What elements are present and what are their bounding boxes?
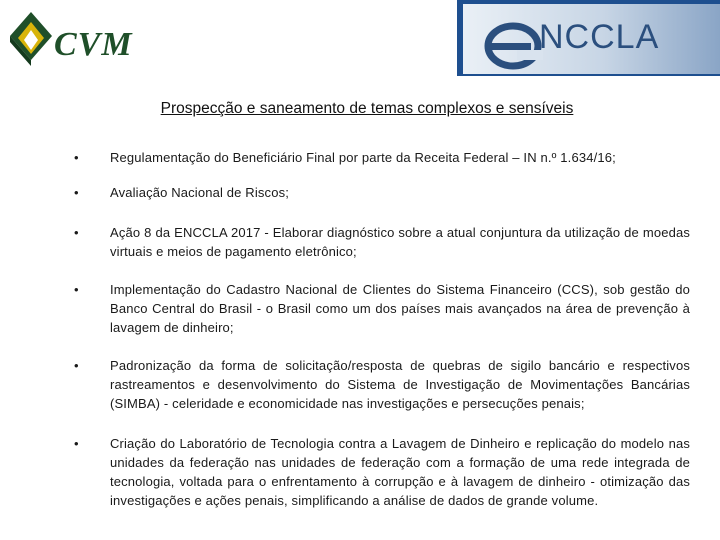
cvm-diamond-icon xyxy=(8,10,58,68)
cvm-logo-text: CVM xyxy=(54,26,133,63)
bullet-marker: • xyxy=(74,282,79,297)
enccla-logo xyxy=(457,0,720,76)
enccla-e-icon xyxy=(483,12,545,74)
bullet-marker: • xyxy=(74,150,79,165)
list-item-text: Criação do Laboratório de Tecnologia contra a Lavagem de Dinheiro e replicação do modelo nas unidades da federação nas unidades de federação com a formação de uma rede integrada de tecnologia, voltada para o enfrentamento à corrupção e à lavagem de dinheiro - otimização das investigações e ações penais, simplificando a análise de dados de grande volume. xyxy=(110,436,690,508)
list-item-text: Regulamentação do Beneficiário Final por parte da Receita Federal – IN n.º 1.634/16; xyxy=(110,150,616,165)
bullet-marker: • xyxy=(74,225,79,240)
enccla-logo-text: NCCLA xyxy=(539,18,660,56)
bullet-marker: • xyxy=(74,185,79,200)
list-item-text: Ação 8 da ENCCLA 2017 - Elaborar diagnóstico sobre a atual conjuntura da utilização de moedas virtuais e meios de pagamento eletrônico; xyxy=(110,225,690,259)
bullet-marker: • xyxy=(74,436,79,451)
list-item-text: Implementação do Cadastro Nacional de Clientes do Sistema Financeiro (CCS), sob gestão do Banco Central do Brasil - o Brasil como um dos países mais avançados na área de prevenção à lavagem de dinheiro; xyxy=(110,282,690,335)
list-item-text: Avaliação Nacional de Riscos; xyxy=(110,185,289,200)
list-item-text: Padronização da forma de solicitação/resposta de quebras de sigilo bancário e respectivos rastreamentos e desenvolvimento do Sistema de Investigação de Movimentações Bancárias (SIMBA) - celeridade e economicidade nas investigações e persecuções penais; xyxy=(110,358,690,411)
page-title: Prospecção e saneamento de temas complexos e sensíveis xyxy=(160,100,574,117)
bullet-marker: • xyxy=(74,358,79,373)
